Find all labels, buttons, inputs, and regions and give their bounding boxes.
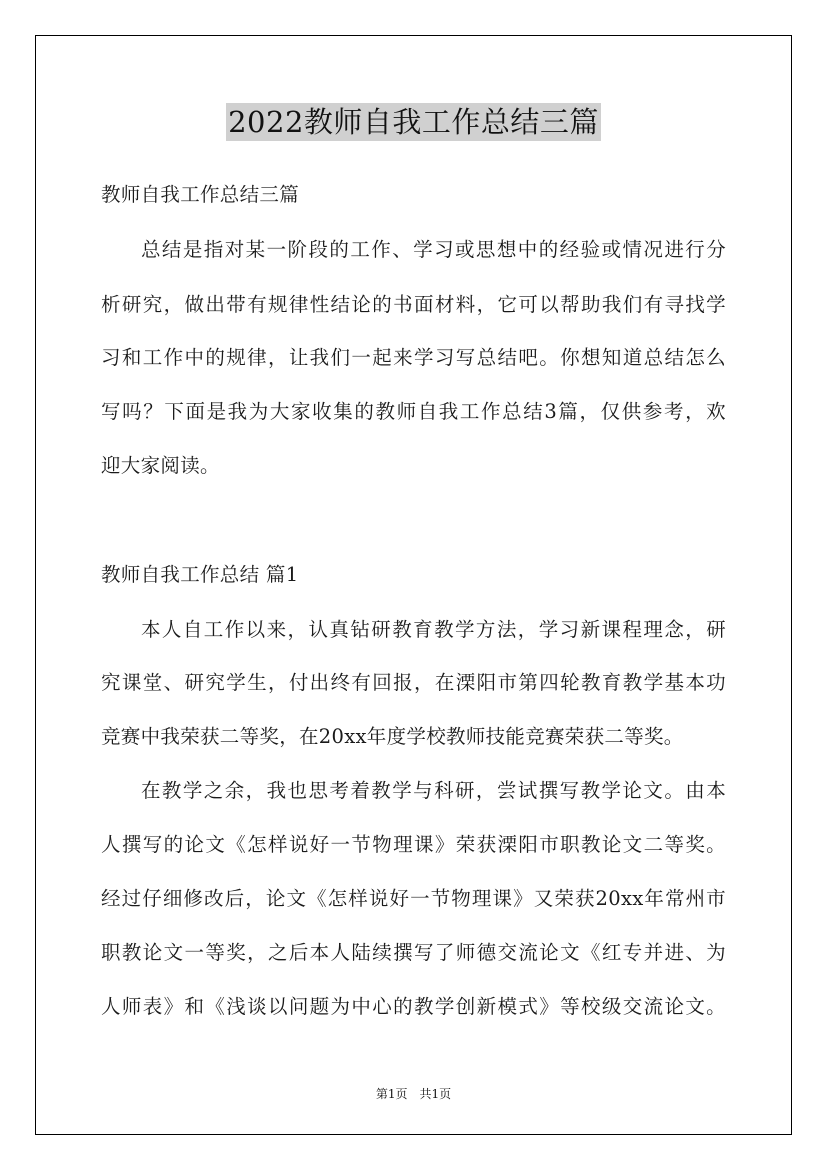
- intro-line: 习和工作中的规律，让我们一起来学习写总结吧。你想知道总结怎么: [101, 346, 726, 369]
- intro-line: 迎大家阅读。: [101, 454, 220, 477]
- title-container: [0, 103, 827, 141]
- section-heading: 教师自我工作总结 篇1: [101, 563, 299, 586]
- paragraph-line: 竞赛中我荣获二等奖，在20xx年度学校教师技能竞赛荣获二等奖。: [101, 725, 684, 748]
- intro-line: 写吗？下面是我为大家收集的教师自我工作总结3篇，仅供参考，欢: [101, 400, 726, 423]
- page-footer: 第1页 共1页: [375, 1087, 452, 1101]
- paragraph-line: 究课堂、研究学生，付出终有回报，在溧阳市第四轮教育教学基本功: [101, 671, 726, 694]
- paragraph-line: 职教论文一等奖，之后本人陆续撰写了师德交流论文《红专并进、为: [101, 941, 726, 964]
- paragraph-line: 人师表》和《浅谈以问题为中心的教学创新模式》等校级交流论文。: [101, 995, 726, 1018]
- document-title: 2022教师自我工作总结三篇: [228, 105, 599, 139]
- intro-line: 总结是指对某一阶段的工作、学习或思想中的经验或情况进行分: [141, 238, 726, 261]
- paragraph-line: 人撰写的论文《怎样说好一节物理课》荣获溧阳市职教论文二等奖。: [101, 833, 726, 856]
- paragraph-line: 本人自工作以来，认真钻研教育教学方法，学习新课程理念，研: [141, 618, 726, 641]
- main-heading: 教师自我工作总结三篇: [101, 183, 300, 206]
- paragraph-line: 经过仔细修改后，论文《怎样说好一节物理课》又荣获20xx年常州市: [101, 887, 726, 910]
- intro-line: 析研究，做出带有规律性结论的书面材料，它可以帮助我们有寻找学: [101, 293, 726, 316]
- paragraph-line: 在教学之余，我也思考着教学与科研，尝试撰写教学论文。由本: [141, 779, 726, 802]
